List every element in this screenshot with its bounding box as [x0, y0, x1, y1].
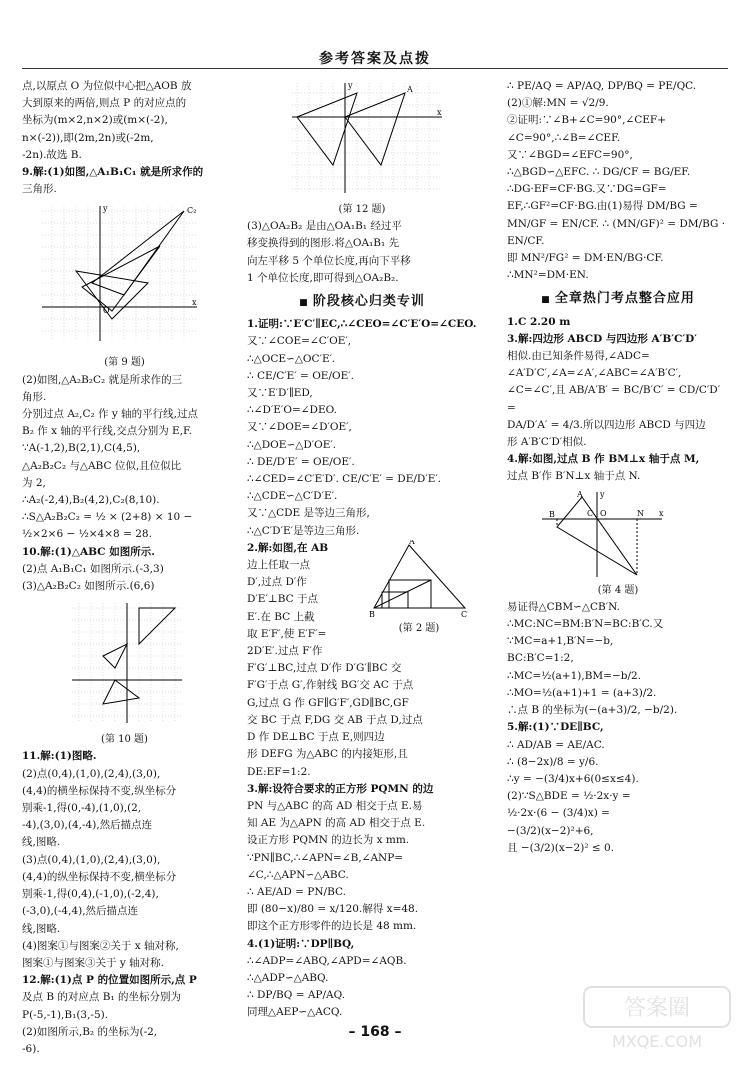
svg-text:C: C [461, 609, 468, 619]
text-line: 知 AE 为△APN 的高 AD 相交于点 E. [247, 817, 426, 830]
svg-text:C: C [587, 508, 594, 518]
problem-9: 9.解:(1)如图,△A₁B₁C₁ 就是所求作的 [22, 166, 204, 179]
text-line: ∴ AD/AB = AE/AC. [507, 738, 605, 751]
text-line: 过点 B′作 B′N⊥x 轴于点 N. [507, 470, 641, 483]
text-line: ∴∠CED=∠C′E′D′. CE/C′E′ = DE/D′E′. [247, 473, 442, 486]
col1-block-a [22, 78, 227, 198]
col1-block-c [22, 748, 227, 1058]
header-rule [22, 68, 728, 69]
text-line: (3)点(0,4),(1,0),(2,4),(3,0), [22, 853, 161, 866]
text-line: 设正方形 PQMN 的边长为 x mm. [247, 834, 410, 847]
text-line: ∴MC:NC=BM:B′N=BC:B′C.又 [507, 618, 664, 631]
text-line: 又∵E′D′∥ED, [247, 387, 313, 400]
problems-1-2: 1.C 2.20 m [507, 315, 571, 328]
text-line: D′,过点 D′作 [247, 576, 307, 589]
text-line: MN/GF = EN/CF. ∴ (MN/GF)² = DM/BG · EN/CF. [507, 217, 726, 247]
figure-10-caption: (第 10 题) [101, 734, 148, 746]
text-line: (-3,0),(-4,4),然后描点连 [22, 905, 139, 918]
text-line: ∴MC=½(a+1),BM=−b/2. [507, 669, 642, 682]
svg-text:答案圈: 答案圈 [623, 996, 691, 1021]
text-line: ∴△ADP∽△ABQ. [247, 971, 329, 984]
text-line: n×(-2)),即(2m,2n)或(-2m, [22, 131, 154, 144]
text-line: 向左平移 5 个单位长度,再向下平移 [247, 254, 411, 267]
text-line: 大到原来的两倍,则点 P 的对应点的 [22, 97, 187, 110]
text-line: 形 A′B′C′D′相似. [507, 436, 587, 449]
text-line: (4,4)的横坐标保持不变,纵坐标分 [22, 784, 177, 797]
text-line: ½×2×6 − ½×4×8 = 28. [22, 528, 152, 541]
problem-4: 4.(1)证明:∵DP∥BQ, [247, 937, 355, 950]
svg-text:y: y [348, 81, 353, 90]
text-line: ∴y = −(3/4)x+6(0≤x≤4). [507, 772, 639, 785]
column-3 [507, 78, 729, 857]
text-line: ∠C,∴△APN∽△ABC. [247, 868, 349, 881]
problem-10: 10.解:(1)△ABC 如图所示. [22, 545, 155, 558]
text-line: P(-5,-1),B₁(3,-5). [22, 1008, 109, 1021]
text-line: 又∵△CDE 是等边三角形, [247, 507, 370, 520]
text-line: ∴ DE/D′E′ = OE/OE′. [247, 455, 355, 468]
text-line: -2n).故选 B. [22, 148, 82, 161]
text-line: ∵PN∥BC,∴∠APN=∠B,∠ANP= [247, 851, 404, 864]
svg-text:O: O [103, 306, 110, 316]
problem-3: 3.解:四边形 ABCD 与四边形 A′B′C′D′ [507, 332, 698, 345]
svg-text:x: x [659, 508, 664, 518]
figure-4-caption: (第 4 题) [597, 584, 639, 596]
text-line: ∴A₂(-2,4),B₂(4,2),C₂(8,10). [22, 494, 160, 507]
svg-text:B: B [369, 609, 375, 619]
text-line: 别乘-1,得(0,-4),(1,0),(2, [22, 802, 142, 815]
text-line: ∴△OCE∽△OC′E′. [247, 352, 336, 365]
text-line: (2)点(0,4),(1,0),(2,4),(3,0), [22, 767, 161, 780]
svg-text:N: N [637, 508, 644, 518]
text-line: (2)如图所示,B₂ 的坐标为(-2, [22, 1025, 158, 1038]
text-line: ∵MC=a+1,B′N=−b, [507, 635, 614, 648]
problem-2: 2.解:如图,在 AB [247, 541, 329, 554]
text-line: ∴∠D′E′O=∠DEO. [247, 404, 337, 417]
text-line: 别乘-1,得(0,4),(-1,0),(-2,4), [22, 888, 159, 901]
column-1 [22, 78, 227, 1058]
text-line: (3)△A₂B₂C₂ 如图所示.(6,6) [22, 580, 155, 593]
text-line: ∴ CE/C′E′ = OE/OE′. [247, 369, 354, 382]
text-line: ∴S△A₂B₂C₂ = ½ × (2+8) × 10 − [22, 511, 193, 524]
text-line: B₂ 作 x 轴的平行线,交点分别为 E,F. [22, 425, 193, 438]
text-line: 又∵∠COE=∠C′OE′, [247, 335, 352, 348]
section-title-core: ■ 阶段核心归类专训 [247, 293, 477, 312]
figure-2-triangle [369, 540, 469, 620]
text-line: -6). [22, 1042, 40, 1055]
text-line: 易证得△CBM∽△CB′N. [507, 600, 620, 613]
text-line: ②证明:∵∠B+∠C=90°,∠CEF+ [507, 114, 667, 127]
text-line: 1 个单位长度,即可得到△OA₂B₂. [247, 271, 399, 284]
problem-2-block [247, 540, 477, 660]
text-line: ∴△CDE∽△C′D′E′. [247, 490, 338, 503]
text-line: 即这个正方形零件的边长是 48 mm. [247, 920, 417, 933]
page-header [0, 0, 750, 67]
figure-12-caption: (第 12 题) [338, 204, 386, 215]
text-line: 即 MN²/FG² = DM·EN/BG·CF. ∴MN²=DM·EN. [507, 252, 664, 282]
text-line: BC:B′C=1:2, [507, 652, 574, 665]
text-line: 坐标为(m×2,n×2)或(m×(-2), [22, 114, 168, 127]
svg-text:O: O [600, 508, 607, 518]
problem-1: 1.证明:∵E′C′∥EC,∴∠CEO=∠C′E′O=∠CEO. [247, 318, 477, 331]
text-line: D 作 DE⊥BC 于点 E,则四边 [247, 731, 385, 744]
text-line: 取 E′F′,使 E′F′= [247, 627, 327, 640]
text-line: 同理△AEP∽△ACQ. [247, 1006, 343, 1019]
text-line: −(3/2)(x−2)²+6, [507, 824, 594, 837]
text-line: 分别过点 A₂,C₂ 作 y 轴的平行线,过点 [22, 408, 198, 421]
text-line: △A₂B₂C₂ 与△ABC 位似,且位似比 [22, 459, 182, 472]
text-line: ∴点 B 的坐标为(−(a+3)/2, −b/2). [507, 704, 678, 717]
watermark-icon [582, 985, 732, 1055]
text-line: DA/D′A′ = 4/3.所以四边形 ABCD 与四边 [507, 418, 706, 431]
text-line: 相似.由已知条件易得,∠ADC= [507, 350, 650, 363]
figure-12-grid [287, 78, 447, 198]
col1-block-b [22, 372, 227, 596]
section-title-chapter: ■ 全章热门考点整合应用 [507, 290, 729, 309]
text-line: ∴△C′D′E′是等边三角形. [247, 524, 360, 537]
text-line: ∴ (8−2x)/8 = y/6. [507, 755, 599, 768]
text-line: ∴∠ADP=∠ABQ,∠APD=∠AQB. [247, 954, 407, 967]
text-line: 角形. [22, 390, 47, 403]
text-line: 又∵∠DOE=∠D′OE′, [247, 421, 352, 434]
problem-3: 3.解:设符合要求的正方形 PQMN 的边 [247, 782, 434, 795]
text-line: F′G′于点 G′,作射线 BG′交 AC 于点 [247, 679, 414, 692]
text-line: 形 DEFG 为△ABC 的内接矩形,且 [247, 748, 408, 761]
figure-9-caption: (第 9 题) [104, 357, 145, 369]
text-line: ∴ AE/AD = PN/BC. [247, 885, 346, 898]
text-line: ∴ DP/BQ = AP/AQ. [247, 989, 346, 1002]
text-line: -4),(3,0),(4,-4),然后描点连 [22, 819, 153, 832]
text-line: ½·2x·(6 − (3/4)x) = [507, 807, 610, 820]
text-line: E′.在 BC 上截 [247, 610, 315, 623]
text-line: (4,4)的纵坐标保持不变,横坐标分 [22, 870, 177, 883]
text-line: 即 (80−x)/80 = x/120.解得 x=48. [247, 903, 419, 916]
problem-4: 4.解:如图,过点 B 作 BM⊥x 轴于点 M, [507, 453, 700, 466]
text-line: 及点 B 的对应点 B₁ 的坐标分别为 [22, 991, 181, 1004]
col2-block-b [247, 316, 477, 540]
text-line: ∴DG·EF=CF·BG.又∵DG=GF= [507, 183, 667, 196]
text-line: ∠A′D′C′,∠A=∠A′,∠ABC=∠A′B′C′, [507, 367, 682, 380]
text-line: PN 与△ABC 的高 AD 相交于点 E.易 [247, 799, 423, 812]
figure-9-grid [37, 201, 202, 351]
col3-block-a [507, 78, 729, 284]
text-line: ∴△BGD∽△EFC. ∴ DG/CF = BG/EF. [507, 166, 691, 179]
text-line: 交 BC 于点 F,DG 交 AB 于点 D,过点 [247, 713, 423, 726]
svg-text:y: y [103, 204, 108, 214]
text-line: F′G′⊥BC,过点 D′作 D′G′∥BC 交 [247, 662, 402, 675]
column-2 [247, 78, 477, 1022]
text-line: (2)点 A₁B₁C₁ 如图所示.(-3,3) [22, 562, 164, 575]
text-line: (3)△OA₂B₂ 是由△OA₁B₁ 经过平 [247, 220, 402, 233]
col2-block-c [247, 660, 477, 1021]
svg-text:MXQE.COM: MXQE.COM [611, 1032, 703, 1051]
page-number: – 168 – [348, 1024, 402, 1040]
text-line: 点,以原点 O 为位似中心把△AOB 放 [22, 80, 192, 92]
text-line: (2)如图,△A₂B₂C₂ 就是所求作的三 [22, 373, 183, 386]
text-line: 移变换得到的图形.将△OA₁B₁ 先 [247, 237, 400, 250]
text-line: 2D′E′.过点 F′作 [247, 645, 323, 658]
text-line: ∴ PE/AQ = AP/AQ, DP/BQ = PE/QC. [507, 80, 697, 92]
col3-block-b [507, 314, 729, 486]
text-line: 边上任取一点 [247, 559, 310, 572]
text-line: ∴MO=½(a+1)+1 = (a+3)/2. [507, 686, 657, 699]
problem-11: 11.解:(1)图略. [22, 750, 97, 763]
figure-10-grid [67, 598, 187, 728]
text-line: 图案①与图案③关于 y 轴对称. [22, 956, 164, 969]
svg-text:x: x [437, 108, 442, 117]
text-line: D′E′⊥BC 于点 [247, 593, 319, 606]
svg-text:B: B [549, 509, 555, 519]
text-line: G,过点 G 作 GF∥G′F′,GD∥BC,GF [247, 696, 409, 709]
text-line: 为 2, [22, 476, 46, 489]
text-line: 线,图略. [22, 836, 61, 849]
watermark-logo [582, 985, 732, 1055]
svg-text:C₂: C₂ [187, 206, 197, 216]
figure-4-axes [537, 489, 667, 579]
text-line: ∴△DOE∽△D′OE′. [247, 438, 337, 451]
svg-text:y: y [600, 489, 605, 499]
text-line: EF,∴GF²=CF·BG.由(1)易得 DM/BG = [507, 200, 698, 213]
text-line: 且 −(3/2)(x−2)² ≤ 0. [507, 841, 615, 854]
text-line: ∵A(-1,2),B(2,1),C(4,5), [22, 442, 141, 455]
text-line: ∠C=90°,∴∠B=∠CEF. [507, 131, 621, 144]
problem-12: 12.解:(1)点 P 的位置如图所示,点 P [22, 974, 197, 987]
svg-text:A: A [407, 85, 413, 94]
text-line: ∠C=∠C′,且 AB/A′B′ = BC/B′C′ = CD/C′D′ = [507, 384, 721, 414]
text-line: (4)图案①与图案②关于 x 轴对称, [22, 939, 179, 952]
col3-block-c [507, 599, 729, 857]
text-line: (2)①解:MN = √2/9. [507, 97, 609, 110]
svg-text:A: A [409, 539, 415, 546]
text-line: (2)∵S△BDE = ½·2x·y = [507, 790, 631, 803]
svg-text:A: A [577, 489, 583, 499]
text-line: DE:EF=1:2. [247, 765, 311, 778]
page-title: 参考答案及点拨 [319, 51, 431, 67]
figure-2-caption: (第 2 题) [398, 622, 440, 634]
problem-5: 5.解:(1)∵DE∥BC, [507, 721, 604, 734]
col2-block-a [247, 218, 477, 287]
text-line: 线,图略. [22, 922, 61, 935]
svg-text:x: x [192, 298, 197, 308]
text-line: 三角形. [22, 183, 57, 196]
text-line: 又∵∠BGD=∠EFC=90°, [507, 148, 633, 161]
